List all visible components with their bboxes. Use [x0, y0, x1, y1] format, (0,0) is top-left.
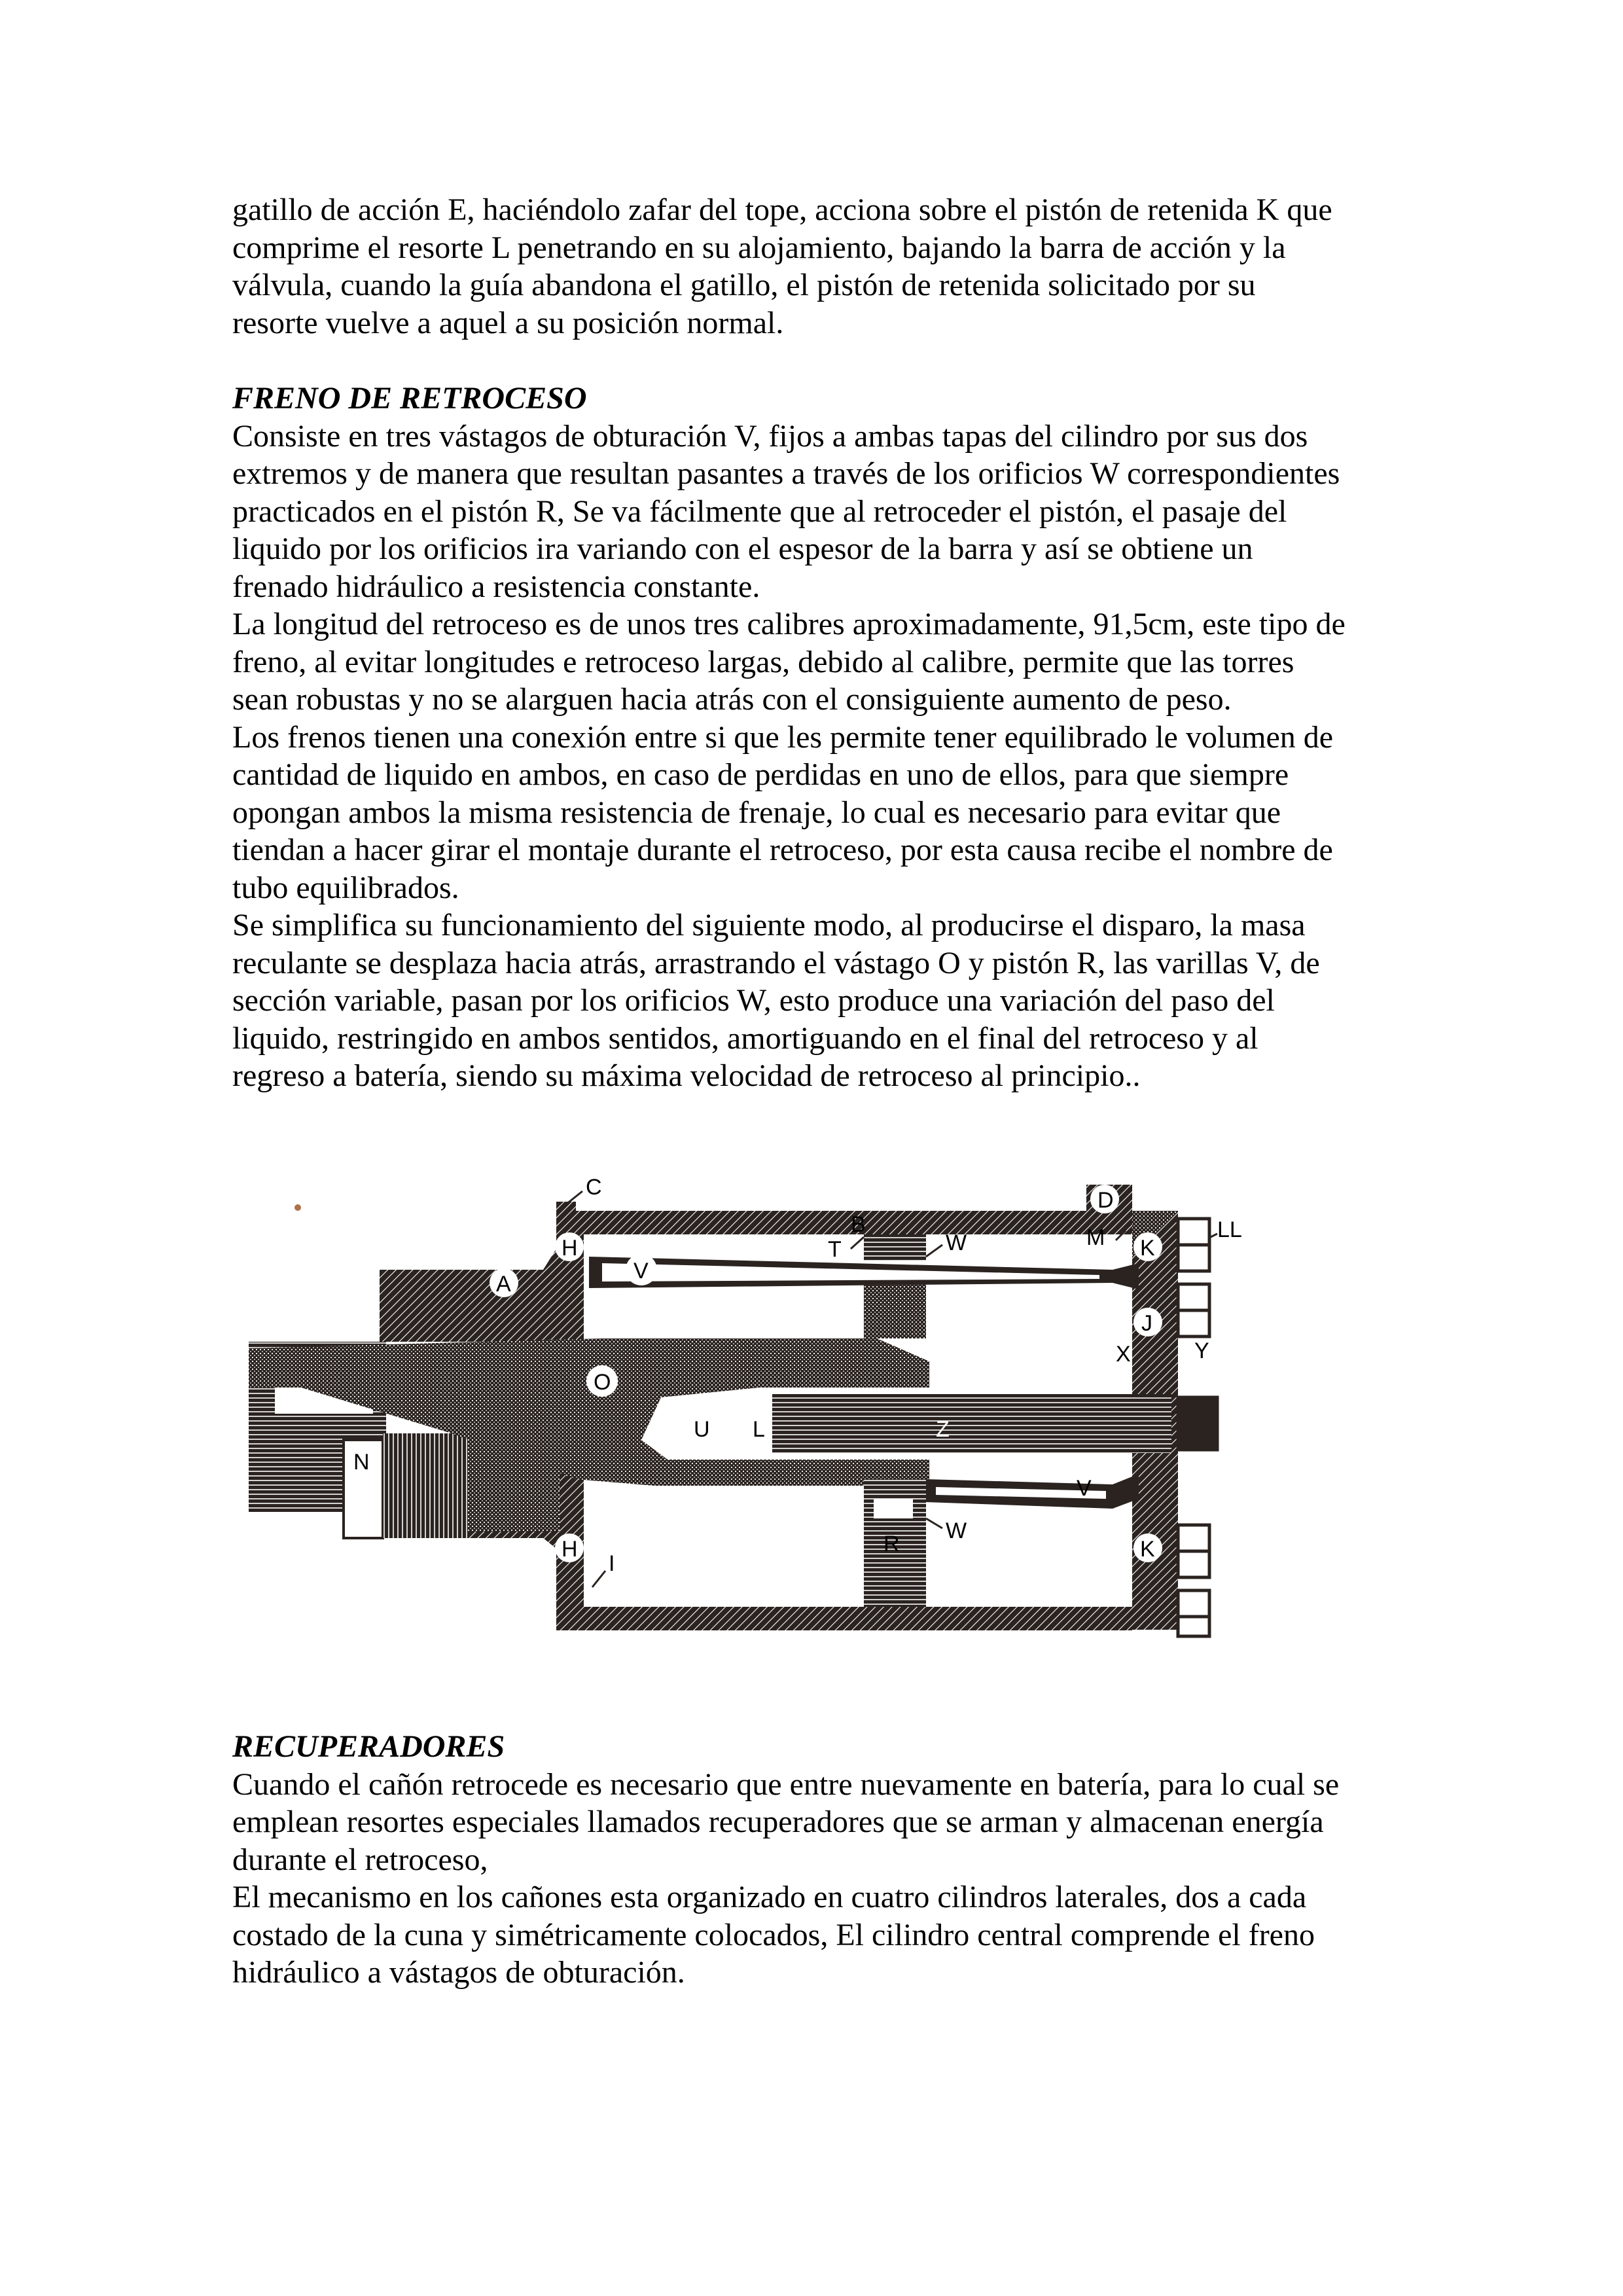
section-heading: FRENO DE RETROCESO [232, 381, 587, 416]
text-line: comprime el resorte L penetrando en su alojamiento, bajando la barra de acción y la [232, 230, 1286, 265]
text-line: emplean resortes especiales llamados recuperadores que se arman y almacenan energía [232, 1804, 1324, 1839]
text-line: tiendan a hacer girar el montaje durante el retroceso, por esta causa recibe el nombre de [232, 833, 1333, 867]
section-recuperadores [232, 1728, 1410, 1992]
text-line: Cuando el cañón retrocede es necesario que entre nuevamente en batería, para lo cual se [232, 1767, 1340, 1802]
label-r: R [883, 1532, 900, 1556]
text-line: durante el retroceso, [232, 1842, 488, 1877]
label-o: O [594, 1370, 611, 1395]
section-freno-de-retroceso [232, 380, 1410, 1095]
label-w-top: W [946, 1230, 967, 1255]
text-line: resorte vuelve a aquel a su posición normal. [232, 305, 784, 340]
label-z: Z [936, 1417, 950, 1442]
label-l: L [753, 1417, 765, 1442]
text-line: regreso a batería, siendo su máxima velocidad de retroceso al principio.. [232, 1058, 1141, 1093]
paragraph [232, 605, 1410, 719]
label-y: Y [1194, 1338, 1209, 1363]
label-n: N [353, 1450, 370, 1475]
text-line: cantidad de liquido en ambos, en caso de perdidas en uno de ellos, para que siempre [232, 757, 1289, 792]
text-line: hidráulico a vástagos de obturación. [232, 1955, 685, 1990]
bolt-heads [1178, 1219, 1217, 1636]
text-line: Consiste en tres vástagos de obturación V, fijos a ambas tapas del cilindro por sus dos [232, 418, 1308, 454]
rod-z [772, 1394, 1171, 1453]
paragraph [232, 418, 1410, 606]
label-d: D [1097, 1188, 1114, 1213]
label-v-bottom: V [1077, 1476, 1092, 1501]
intro-paragraph [232, 191, 1410, 342]
text-line: gatillo de acción E, haciéndolo zafar del tope, acciona sobre el pistón de retenida K que [232, 192, 1332, 227]
paragraph [232, 1766, 1410, 1879]
text-line: El mecanismo en los cañones esta organizado en cuatro cilindros laterales, dos a cada [232, 1880, 1307, 1914]
label-x: X [1116, 1342, 1131, 1367]
text-line: tubo equilibrados. [232, 870, 459, 905]
paragraph [232, 906, 1410, 1095]
label-h-top: H [562, 1236, 578, 1261]
text-line: sean robustas y no se alarguen hacia atrás con el consiguiente aumento de peso. [232, 682, 1232, 717]
paragraph [232, 1878, 1410, 1992]
text-line: practicados en el pistón R, Se va fácilmente que al retroceder el pistón, el pasaje del [232, 493, 1287, 529]
label-t: T [828, 1237, 842, 1262]
label-v-top: V [633, 1259, 649, 1283]
paragraph [232, 719, 1410, 907]
label-b: B [851, 1212, 866, 1237]
recoil-brake-diagram [236, 1172, 1315, 1669]
text-line: reculante se desplaza hacia atrás, arrastrando el vástago O y pistón R, las varillas V, de [232, 945, 1320, 980]
label-j: J [1141, 1311, 1152, 1336]
text-line: frenado hidráulico a resistencia constante. [232, 569, 760, 604]
text-line: liquido, restringido en ambos sentidos, amortiguando en el final del retroceso y al [232, 1020, 1258, 1056]
label-w-bottom: W [946, 1518, 967, 1543]
text-line: válvula, cuando la guía abandona el gatillo, el pistón de retenida solicitado por su [232, 268, 1256, 302]
label-m: M [1086, 1225, 1105, 1250]
text-line: opongan ambos la misma resistencia de frenaje, lo cual es necesario para evitar que [232, 795, 1281, 830]
text-line: liquido por los orificios ira variando con el espesor de la barra y así se obtiene un [232, 531, 1253, 566]
label-k-bottom: K [1140, 1537, 1155, 1562]
label-h-bottom: H [562, 1537, 578, 1562]
speck [294, 1204, 301, 1211]
text-line: Los frenos tienen una conexión entre si que les permite tener equilibrado le volumen de [232, 719, 1334, 755]
label-i: I [609, 1551, 615, 1576]
label-c: C [586, 1175, 602, 1200]
text-line: extremos y de manera que resultan pasantes a través de los orificios W correspondientes [232, 456, 1340, 491]
text-line: freno, al evitar longitudes e retroceso largas, debido al calibre, permite que las torres [232, 644, 1294, 679]
text-line: costado de la cuna y simétricamente colocados, El cilindro central comprende el freno [232, 1917, 1315, 1952]
label-a: A [496, 1272, 511, 1297]
label-k-top: K [1140, 1236, 1155, 1261]
text-line: La longitud del retroceso es de unos tres calibres aproximadamente, 91,5cm, este tipo de [232, 607, 1346, 641]
label-ll: LL [1217, 1217, 1242, 1242]
text-line: Se simplifica su funcionamiento del siguiente modo, al producirse el disparo, la masa [232, 908, 1306, 942]
text-line: sección variable, pasan por los orificios W, esto produce una variación del paso del [232, 983, 1275, 1018]
section-heading: RECUPERADORES [232, 1729, 505, 1764]
label-u: U [694, 1417, 710, 1442]
